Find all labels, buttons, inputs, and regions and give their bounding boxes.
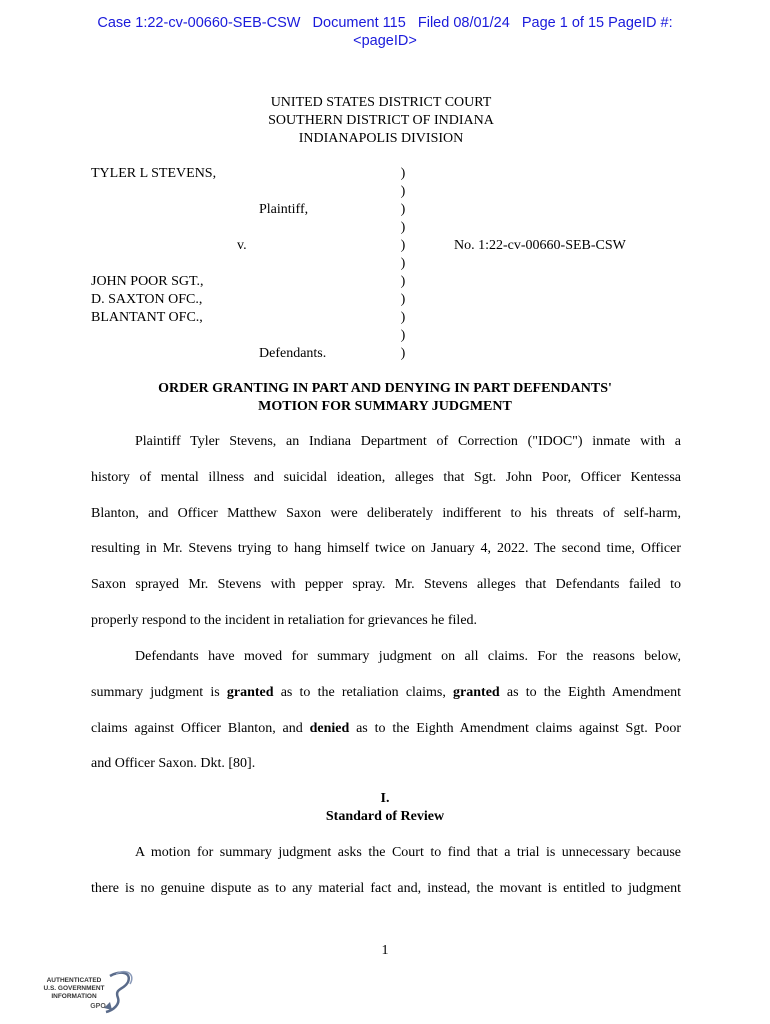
case-number: No. 1:22-cv-00660-SEB-CSW [454, 238, 626, 253]
seal-line4: GPO [90, 1003, 106, 1010]
seal-line3: INFORMATION [51, 993, 97, 1000]
order-title [0, 380, 770, 416]
gpo-authentication-seal [40, 968, 150, 1018]
para1-line: Blanton, and Officer Matthew Saxon were deliberately indifferent to his threats of self-harm, [91, 505, 681, 521]
para1-line: properly respond to the incident in retaliation for grievances he filed. [91, 612, 478, 628]
defendant-role: Defendants. [259, 346, 327, 361]
paragraph-standard [91, 835, 681, 907]
filing-header-line2: <pageID> [353, 33, 417, 49]
court-name: UNITED STATES DISTRICT COURT [270, 95, 492, 110]
order-title-line2: MOTION FOR SUMMARY JUDGMENT [258, 399, 512, 414]
court-district: SOUTHERN DISTRICT OF INDIANA [268, 113, 494, 128]
gpo-eagle-icon [40, 968, 150, 1018]
plaintiff-role: Plaintiff, [259, 202, 309, 217]
seal-line1: AUTHENTICATED [46, 977, 102, 984]
paragraph-intro [91, 424, 681, 639]
para1-line: Saxon sprayed Mr. Stevens with pepper spray. Mr. Stevens alleges that Defendants failed to [91, 577, 681, 593]
caption-parentheses: ) ) ) ) ) ) ) ) ) ) ) [400, 166, 406, 361]
paragraph-ruling [91, 639, 681, 782]
denied-emphasis: denied [309, 720, 350, 736]
section-heading [0, 790, 770, 826]
para1-line: resulting in Mr. Stevens trying to hang himself twice on January 4, 2022. The second time, Officer [91, 541, 681, 557]
para1-line: Plaintiff Tyler Stevens, an Indiana Department of Correction ("IDOC") inmate with a [135, 434, 681, 449]
defendant-poor: JOHN POOR SGT., [91, 274, 204, 289]
section-number: I. [380, 791, 390, 806]
defendant-saxton: D. SAXTON OFC., [91, 292, 203, 307]
court-heading [0, 94, 762, 148]
para2-line: Defendants have moved for summary judgment on all claims. For the reasons below, [135, 649, 681, 664]
para1-line: history of mental illness and suicidal ideation, alleges that Sgt. John Poor, Officer Kentessa [91, 469, 681, 485]
plaintiff-name: TYLER L STEVENS, [91, 166, 217, 181]
versus-label: v. [237, 238, 247, 253]
granted-emphasis: granted [453, 684, 500, 700]
granted-emphasis: granted [226, 684, 274, 700]
section-title: Standard of Review [325, 809, 445, 824]
order-title-line1: ORDER GRANTING IN PART AND DENYING IN PART DEFENDANTS' [158, 381, 612, 396]
para2-line: claims against Officer Blanton, and denied as to the Eighth Amendment claims against Sgt. Poor [91, 720, 682, 736]
para2-line: and Officer Saxon. Dkt. [80]. [91, 756, 256, 772]
para3-line: A motion for summary judgment asks the Court to find that a trial is unnecessary because [135, 845, 681, 860]
para3-line: there is no genuine dispute as to any material fact and, instead, the movant is entitled to judgment [91, 880, 681, 896]
filing-header-line1: Case 1:22-cv-00660-SEB-CSW Document 115 Filed 08/01/24 Page 1 of 15 PageID #: [97, 15, 673, 31]
page-number: 1 [381, 943, 389, 958]
court-division: INDIANAPOLIS DIVISION [298, 131, 464, 146]
filing-header [0, 14, 770, 50]
para2-line: summary judgment is granted as to the retaliation claims, granted as to the Eighth Amendment [91, 684, 682, 700]
defendant-blantant: BLANTANT OFC., [91, 310, 203, 325]
seal-line2: U.S. GOVERNMENT [43, 985, 105, 992]
